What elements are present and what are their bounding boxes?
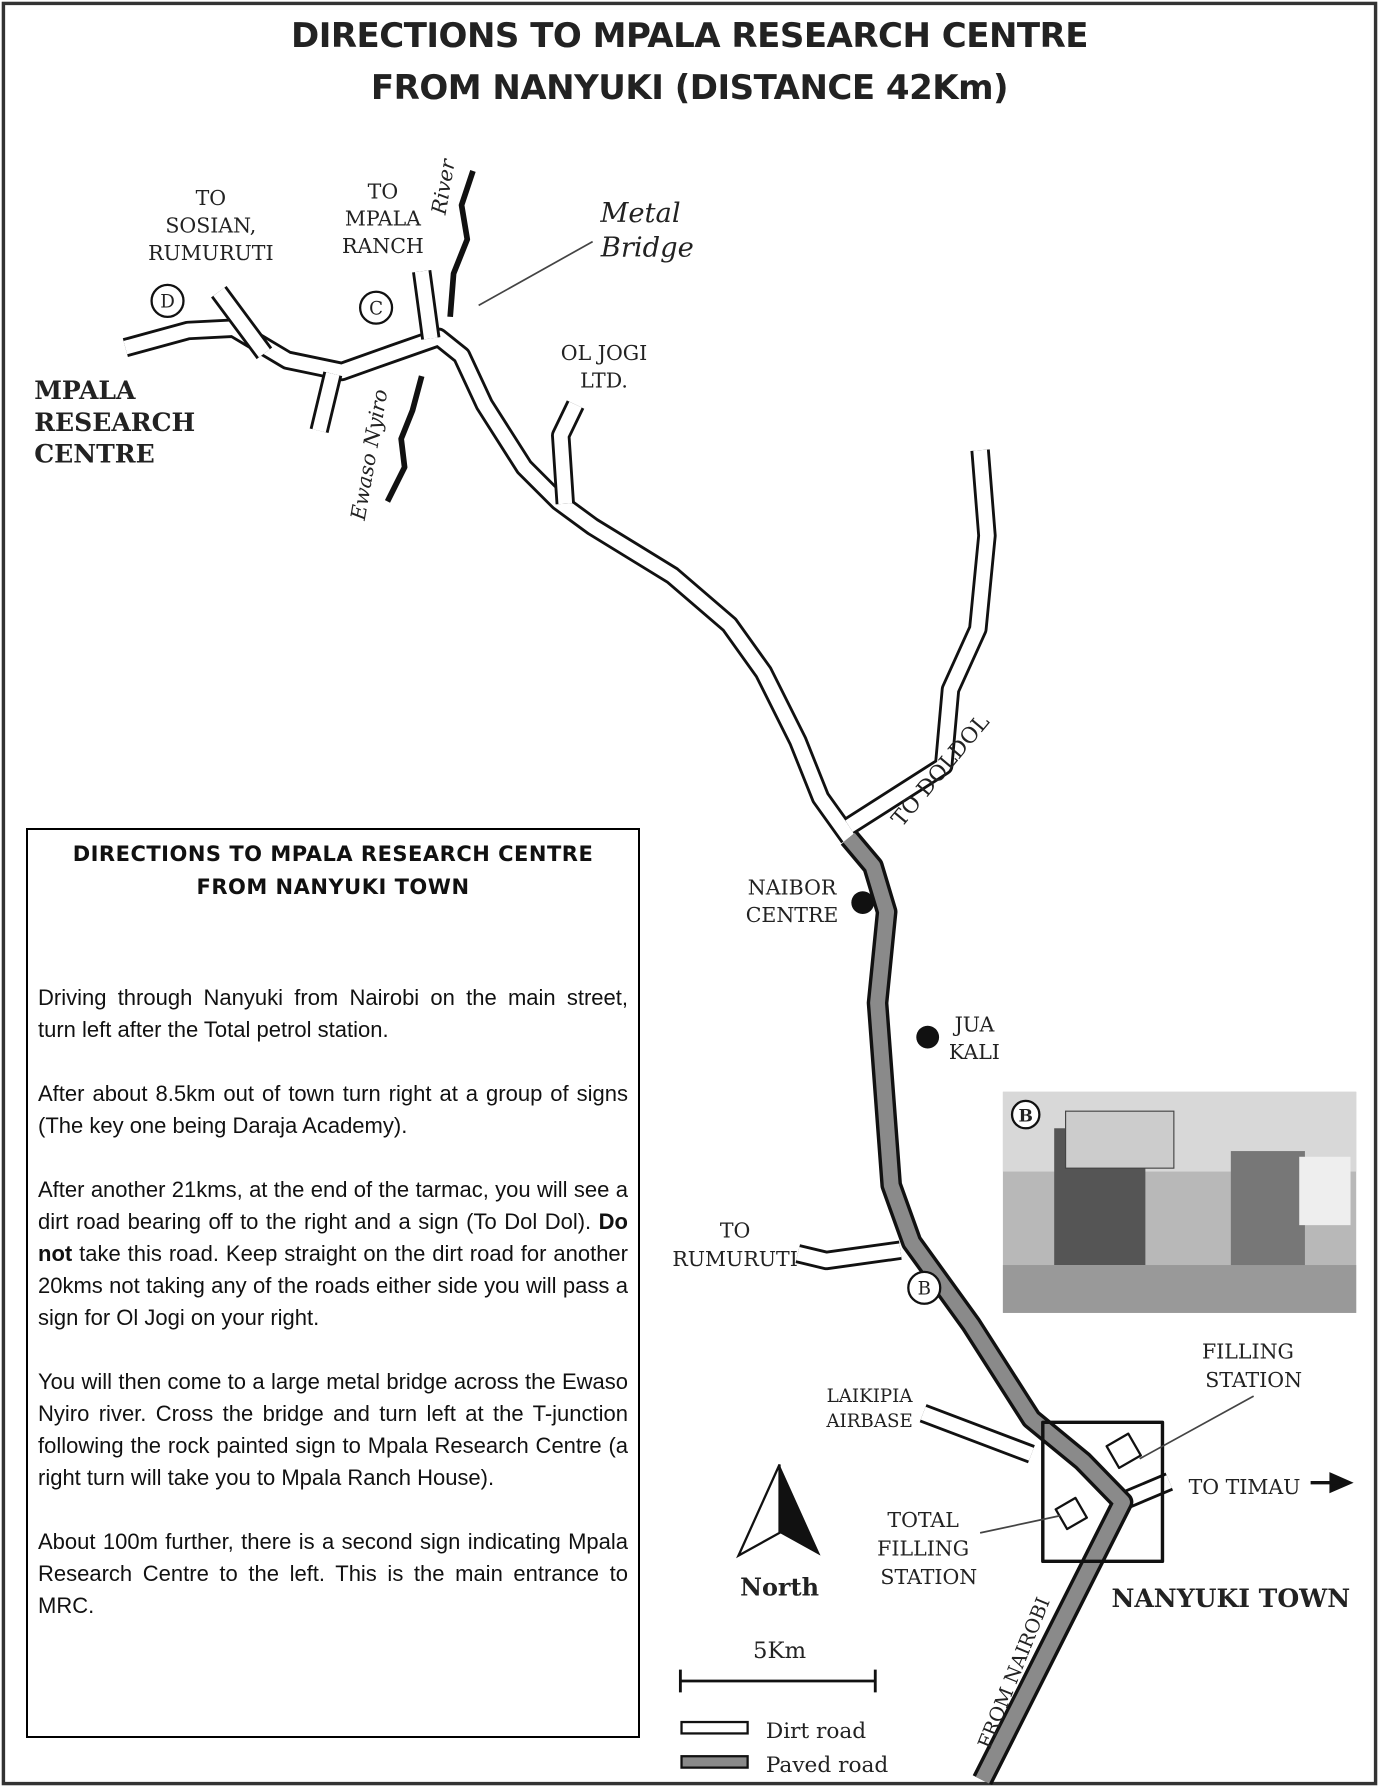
svg-text:STATION: STATION [880,1565,978,1590]
map-title-line2: FROM NANYUKI (DISTANCE 42Km) [370,68,1009,108]
arrow-right-icon [1311,1475,1350,1491]
legend [682,1719,889,1778]
directions-box [26,828,640,1738]
svg-text:FILLING: FILLING [877,1536,970,1561]
svg-text:LTD.: LTD. [580,368,628,393]
label-mpala-research-centre [34,375,195,469]
label-to-sosian: TO [195,186,227,211]
label-to-rumuruti: TO [719,1218,751,1243]
legend-paved-road: Paved road [765,1753,889,1779]
svg-text:MPALA: MPALA [34,374,136,405]
label-river: River [426,157,460,217]
svg-text:RESEARCH: RESEARCH [34,406,196,437]
directions-step-5: About 100m further, there is a second sign indicating Mpala Research Centre to the left. This is the main entrance to MRC. [38,1529,628,1618]
naibor-centre-dot [851,891,874,914]
label-scale: 5Km [752,1638,807,1665]
label-to-mpala-ranch: TO [367,179,399,204]
total-filling-station-icon [1056,1498,1087,1529]
label-total-filling-station: TOTAL [887,1508,959,1533]
filling-station-icon [1107,1434,1141,1468]
label-jua-kali: JUA [954,1012,995,1037]
svg-text:C: C [369,298,384,320]
map-title-line1: DIRECTIONS TO MPALA RESEARCH CENTRE [290,16,1089,56]
directions-step-3: After another 21kms, at the end of the tarmac, you will see a dirt road bearing off to the right and a sign (To Dol Dol). Do not take this road. Keep straight on the dirt road for another 20kms not taking any of the roads either side you will pass a sign for Ol Jogi on your right. [38,1177,628,1330]
river-south [387,376,421,501]
label-north: North [740,1573,819,1602]
svg-text:CENTRE: CENTRE [745,902,839,927]
label-laikipia-airbase: LAIKIPIA [826,1385,913,1407]
directions-step-4: You will then come to a large metal bridge across the Ewaso Nyiro river. Cross the bridge and turn left at the T-junction following the rock painted sign to Mpala Research Centre (a right turn will take you to Mpala Ranch House). [38,1369,628,1490]
svg-text:CENTRE: CENTRE [34,438,155,469]
svg-text:KALI: KALI [948,1039,1000,1064]
svg-text:RUMURUTI: RUMURUTI [672,1247,798,1272]
label-to-timau: TO TIMAU [1188,1475,1301,1500]
svg-text:RANCH: RANCH [342,234,424,259]
bridge-pointer [479,242,593,306]
scale-bar [680,1670,875,1693]
jua-kali-dot [916,1026,939,1049]
legend-dirt-road: Dirt road [765,1718,867,1744]
svg-text:D: D [160,291,175,313]
svg-text:MPALA: MPALA [344,206,421,231]
label-ol-jogi: OL JOGI [560,341,648,366]
directions-step-1: Driving through Nanyuki from Nairobi on the main street, turn left after the Total petrol station. [38,985,628,1042]
directions-step-2: After about 8.5km out of town turn right at a group of signs (The key one being Daraja Academy). [38,1081,628,1138]
label-naibor-centre: NAIBOR [747,875,837,900]
directions-heading: DIRECTIONS TO MPALA RESEARCH CENTRE FROM NANYUKI TOWN [72,842,594,899]
label-from-nairobi: FROM NAIROBI [973,1594,1055,1752]
label-nanyuki-town: NANYUKI TOWN [1111,1582,1351,1613]
svg-text:B: B [1018,1106,1033,1127]
north-arrow-icon [739,1464,821,1555]
label-metal-bridge: Metal [600,198,681,230]
svg-text:AIRBASE: AIRBASE [826,1410,913,1432]
svg-text:B: B [917,1278,931,1300]
svg-text:RUMURUTI: RUMURUTI [148,240,274,265]
svg-text:STATION: STATION [1205,1367,1303,1392]
svg-text:SOSIAN,: SOSIAN, [165,213,257,238]
svg-text:Bridge: Bridge [600,232,694,264]
sign-photo [1003,1092,1356,1313]
label-filling-station: FILLING [1201,1339,1294,1364]
label-ewaso-nyiro: Ewaso Nyiro [345,387,393,522]
label-to-doldol: TO DOLDOL [887,709,995,832]
